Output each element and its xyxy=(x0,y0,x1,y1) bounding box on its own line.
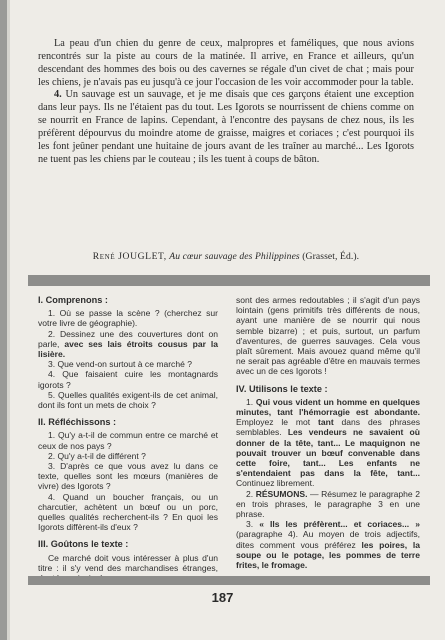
question-4-2-number: 2. xyxy=(246,488,256,499)
question-2-1: 1. Qu'y a-t-il de commun entre ce marché et ceux de nos pays ? xyxy=(38,430,218,451)
question-4-3-number: 3. xyxy=(246,519,260,530)
question-4-1-keyword: tant xyxy=(318,417,334,428)
section-divider-bar xyxy=(28,275,430,286)
page-gutter xyxy=(0,0,7,640)
question-1-1: 1. Où se passe la scène ? (cherchez sur votre livre de géographie). xyxy=(38,308,218,329)
section-goutons-title: III. Goûtons le texte : xyxy=(38,539,129,550)
footer-divider-bar xyxy=(28,576,430,585)
question-4-2 xyxy=(236,489,420,520)
goutons-text-part-1: Ce marché doit vous intéresser à plus d'un titre : il s'y vend des marchandises étranges, xyxy=(38,552,218,573)
section-utilisons-title: IV. Utilisons le texte : xyxy=(236,383,328,394)
goutons-text-part-2: sont des armes redoutables ; il s'agit d'un pays lointain (gens primitifs très différents de nous, ayant une manière de se nourrir qui nous semble bizarre) ; et puis, surtout, un parfum d'aventures, de guerres sauvages. Cela vous plaît sûrement. Mais avouez quand même qu'il ne serait pas agréable d'être en mauvais termes avec un de ces Igorots ! xyxy=(236,295,420,377)
reading-passage xyxy=(38,38,414,166)
question-4-1-continue: Continuez librement. xyxy=(236,478,315,489)
question-2-2: 2. Qu'y a-t-il de différent ? xyxy=(48,450,146,461)
question-4-1-instruction: Employez le mot xyxy=(236,417,319,428)
question-4-3 xyxy=(236,519,420,570)
citation-title: Au cœur sauvage des Philippines xyxy=(169,251,300,262)
question-4-2-label: RÉSUMONS. xyxy=(255,488,308,499)
exercises-right-column xyxy=(236,295,420,570)
page-gutter-shadow xyxy=(7,0,10,640)
paragraph-2-number: 4. xyxy=(54,89,62,101)
question-4-1-number: 1. xyxy=(246,396,256,407)
question-4-1-instruction-2: dans des phrases semblables. xyxy=(236,417,420,438)
source-citation xyxy=(38,251,414,262)
section-comprenons-title: I. Comprenons : xyxy=(38,295,108,305)
paragraph-2-text: Un sauvage est un sauvage, et je me disais que ces garçons étaient une exception dans leur pays. Ils ne l'étaient pas du tout. Les Igorots se nourrissent de chiens comme on se nourrit en France de lapins. Cependant, à l'encontre des paysans de chez nous, ils les préfèrent dépourvus du moindre atome de graisse, maigres et coriaces ; c'est pourquoi ils les font jeûner pendant une huitaine de jours avant de les traîner au marché... Les Igorots ne tuent pas les chiens par le couteau ; ils les tuent à coups de bâton. xyxy=(38,89,414,165)
citation-publisher: (Grasset, Éd.). xyxy=(302,251,360,262)
question-4-1-quote: Qui vous vident un homme en quelques minutes, tant l'hémorragie est abondante. xyxy=(236,396,420,418)
paragraph-2 xyxy=(38,89,414,166)
question-4-1 xyxy=(236,397,420,489)
question-1-2-bold: avec ses lais étroits cousus par la lisière. xyxy=(38,338,218,360)
citation-author: René JOUGLET, xyxy=(92,251,167,262)
question-4-3-items: les poires, la soupe ou le potage, les pommes de terre frites, le fromage. xyxy=(236,539,420,571)
question-1-2-text: 2. Dessinez une des couvertures dont on parle, xyxy=(38,328,218,349)
question-2-3: 3. D'après ce que vous avez lu dans ce texte, quelles sont les mœurs (manières de vivre) des Igorots ? xyxy=(38,461,218,492)
question-1-2 xyxy=(38,329,218,360)
question-4-3-text: (paragraphe 4). Au moyen de trois adjectifs, dites comment vous préférez xyxy=(236,529,420,550)
question-4-1-examples: Les vendeurs ne savaient où donner de la tête, tant... Le maquignon ne pouvait trouver un bœuf convenable dans cette foire, tant... Les enfants ne s'entendaient pas dans la fête, tant... xyxy=(236,427,420,479)
exercises-left-column xyxy=(38,295,218,583)
section-reflechissons-title: II. Réfléchissons : xyxy=(38,417,117,428)
question-1-5: 5. Quelles qualités exigent-ils de cet animal, dont ils font un mets de choix ? xyxy=(38,389,218,411)
question-4-3-quote: « Ils les préfèrent... et coriaces... » xyxy=(259,519,420,530)
question-4-2-text: — Résumez le paragraphe 2 en trois phrases, le paragraphe 3 en une phrase. xyxy=(236,488,420,520)
question-1-4: 4. Que faisaient cuire les montagnards igorots ? xyxy=(38,369,218,390)
page-number: 187 xyxy=(211,590,234,605)
question-1-3: 3. Que vend-on surtout à ce marché ? xyxy=(48,359,192,370)
paragraph-1: La peau d'un chien du genre de ceux, malpropres et faméliques, que nous avions rencontrés sur la piste au cours de la matinée. Il arrive, en France et ailleurs, qu'un descendant des hommes des bois ou des cavernes se régale d'un civet de chat ; mais pour les chiens, je n'avais pas eu jusqu'à ce jour l'occasion de les voir accommoder pour la table. xyxy=(38,38,414,88)
question-2-4: 4. Quand un boucher français, ou un charcutier, achètent un bœuf ou un porc, quelles qualités recherchent-ils ? En quoi les Igorots diffèrent-ils d'eux ? xyxy=(38,491,218,533)
